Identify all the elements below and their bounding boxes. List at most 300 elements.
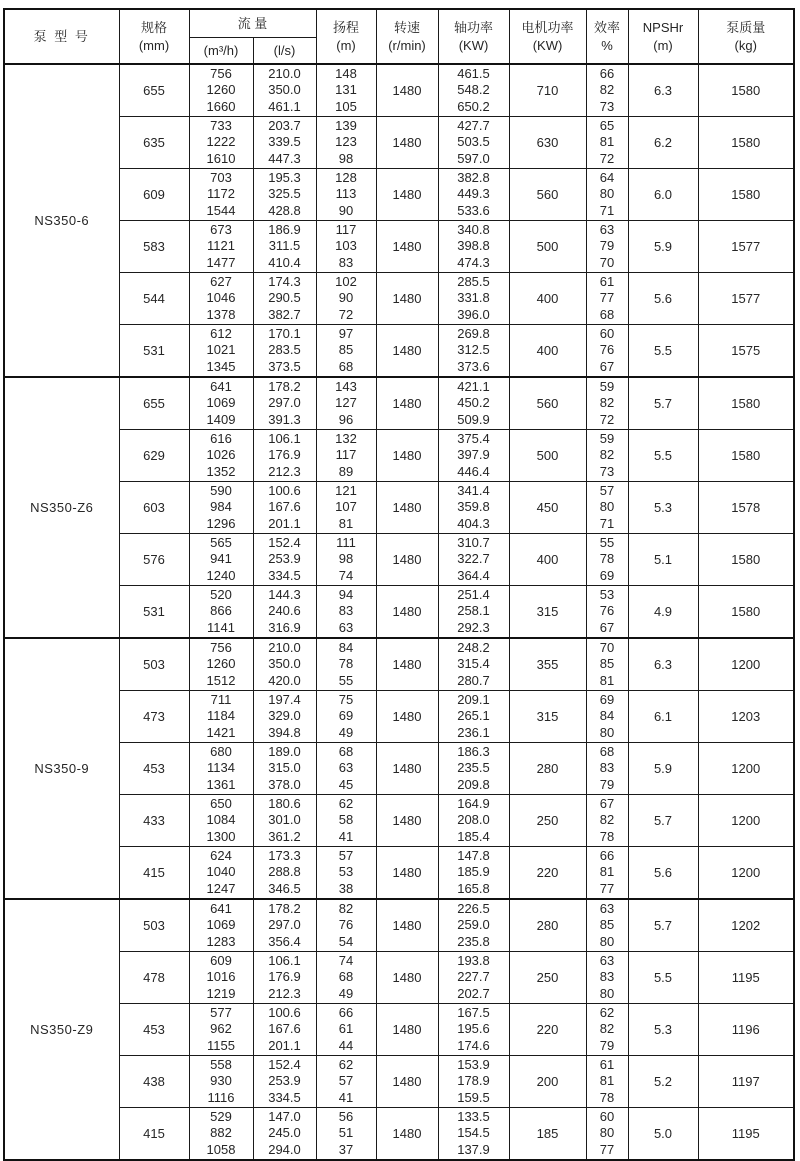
speed-cell: 1480 xyxy=(376,1004,438,1056)
efficiency-cell-value: 84 xyxy=(599,708,615,724)
table-row xyxy=(4,221,794,273)
head-cell xyxy=(316,743,376,795)
flow-ls-cell-value: 290.5 xyxy=(268,290,301,306)
flow-ls-cell-value: 173.3 xyxy=(268,847,301,863)
efficiency-cell-value: 78 xyxy=(599,828,615,844)
head-cell-value: 97 xyxy=(338,325,354,341)
flow-m3h-cell-value: 1116 xyxy=(207,1089,235,1105)
flow-m3h-cell-value: 1378 xyxy=(206,306,236,322)
shaft-power-cell-value: 208.0 xyxy=(457,812,490,828)
shaft-power-cell-value: 202.7 xyxy=(457,985,490,1001)
shaft-power-cell-value: 315.4 xyxy=(457,656,490,672)
speed-cell: 1480 xyxy=(376,691,438,743)
flow-ls-cell-value: 152.4 xyxy=(268,534,301,550)
flow-m3h-cell xyxy=(189,1004,253,1056)
mass-cell: 1196 xyxy=(698,1004,794,1056)
flow-ls-cell-value: 176.9 xyxy=(268,447,301,463)
flow-ls-cell-value: 106.1 xyxy=(268,952,301,968)
efficiency-cell xyxy=(586,586,628,639)
spec-cell: 503 xyxy=(119,638,189,691)
shaft-power-cell-value: 195.6 xyxy=(457,1021,490,1037)
flow-ls-cell xyxy=(253,64,316,117)
efficiency-cell-value: 60 xyxy=(599,325,615,341)
flow-m3h-cell-value: 1021 xyxy=(206,342,236,358)
shaft-power-cell xyxy=(438,1056,509,1108)
pump-model-cell: NS350-Z9 xyxy=(4,899,119,1160)
header-flow-ls: (l/s) xyxy=(253,38,316,65)
flow-ls-cell-value: 288.8 xyxy=(268,864,301,880)
mass-cell: 1577 xyxy=(698,273,794,325)
motor-power-cell: 400 xyxy=(509,534,586,586)
head-cell-value: 82 xyxy=(338,900,354,916)
flow-m3h-cell-value: 941 xyxy=(210,551,232,567)
head-cell-value: 105 xyxy=(335,98,357,114)
head-cell-value: 90 xyxy=(338,290,354,306)
flow-ls-cell-value: 152.4 xyxy=(268,1056,301,1072)
motor-power-cell: 315 xyxy=(509,586,586,639)
efficiency-cell xyxy=(586,691,628,743)
efficiency-cell-value: 80 xyxy=(599,1125,615,1141)
flow-m3h-cell xyxy=(189,534,253,586)
efficiency-cell-value: 60 xyxy=(599,1108,615,1124)
efficiency-cell-value: 71 xyxy=(599,202,615,218)
shaft-power-cell-value: 185.4 xyxy=(457,828,490,844)
npshr-cell: 6.0 xyxy=(628,169,698,221)
speed-cell: 1480 xyxy=(376,64,438,117)
efficiency-cell-value: 61 xyxy=(599,273,615,289)
mass-cell: 1200 xyxy=(698,743,794,795)
shaft-power-cell xyxy=(438,430,509,482)
npshr-cell: 6.2 xyxy=(628,117,698,169)
flow-ls-cell-value: 100.6 xyxy=(268,482,301,498)
speed-cell: 1480 xyxy=(376,117,438,169)
flow-ls-cell-value: 325.5 xyxy=(268,186,301,202)
shaft-power-cell xyxy=(438,795,509,847)
spec-cell: 453 xyxy=(119,1004,189,1056)
flow-m3h-cell-value: 962 xyxy=(210,1021,232,1037)
shaft-power-cell-value: 404.3 xyxy=(457,515,490,531)
flow-m3h-cell xyxy=(189,273,253,325)
flow-m3h-cell-value: 1512 xyxy=(206,672,236,688)
flow-m3h-cell-value: 558 xyxy=(210,1056,232,1072)
motor-power-cell: 280 xyxy=(509,899,586,952)
flow-m3h-cell-value: 520 xyxy=(210,586,232,602)
head-cell xyxy=(316,325,376,378)
shaft-power-cell-value: 312.5 xyxy=(457,342,490,358)
header-speed xyxy=(376,9,438,64)
head-cell-value: 45 xyxy=(338,776,354,792)
spec-cell: 438 xyxy=(119,1056,189,1108)
flow-ls-cell-value: 373.5 xyxy=(268,358,301,374)
speed-cell: 1480 xyxy=(376,1056,438,1108)
shaft-power-cell-value: 397.9 xyxy=(457,447,490,463)
efficiency-cell-value: 85 xyxy=(599,917,615,933)
spec-cell: 655 xyxy=(119,64,189,117)
efficiency-cell-value: 77 xyxy=(599,1141,615,1157)
shaft-power-cell-value: 265.1 xyxy=(457,708,490,724)
flow-ls-cell-value: 283.5 xyxy=(268,342,301,358)
shaft-power-cell-value: 153.9 xyxy=(457,1056,490,1072)
mass-cell: 1200 xyxy=(698,795,794,847)
flow-m3h-cell-value: 756 xyxy=(210,65,232,81)
header-shaft-power-unit: (KW) xyxy=(458,37,489,53)
efficiency-cell xyxy=(586,377,628,430)
flow-m3h-cell-value: 1421 xyxy=(206,724,236,740)
efficiency-cell xyxy=(586,534,628,586)
npshr-cell: 5.3 xyxy=(628,1004,698,1056)
efficiency-cell-value: 67 xyxy=(599,619,615,635)
head-cell xyxy=(316,169,376,221)
head-cell-value: 107 xyxy=(335,499,357,515)
flow-m3h-cell-value: 1219 xyxy=(206,985,236,1001)
table-row xyxy=(4,847,794,900)
npshr-cell: 5.6 xyxy=(628,847,698,900)
efficiency-cell-value: 64 xyxy=(599,169,615,185)
efficiency-cell-value: 53 xyxy=(599,586,615,602)
shaft-power-cell-value: 269.8 xyxy=(457,325,490,341)
mass-cell: 1580 xyxy=(698,534,794,586)
efficiency-cell xyxy=(586,1004,628,1056)
shaft-power-cell xyxy=(438,1004,509,1056)
flow-ls-cell xyxy=(253,952,316,1004)
flow-ls-cell xyxy=(253,430,316,482)
efficiency-cell-value: 69 xyxy=(599,567,615,583)
header-flow: 流 量 xyxy=(189,9,316,38)
shaft-power-cell-value: 164.9 xyxy=(457,795,490,811)
table-row xyxy=(4,1004,794,1056)
efficiency-cell-value: 81 xyxy=(599,134,615,150)
head-cell xyxy=(316,482,376,534)
shaft-power-cell-value: 461.5 xyxy=(457,65,490,81)
flow-ls-cell xyxy=(253,795,316,847)
flow-ls-cell xyxy=(253,847,316,900)
mass-cell: 1575 xyxy=(698,325,794,378)
flow-ls-cell-value: 361.2 xyxy=(268,828,301,844)
flow-m3h-cell xyxy=(189,430,253,482)
head-cell-value: 68 xyxy=(338,743,354,759)
spec-cell: 473 xyxy=(119,691,189,743)
npshr-cell: 5.6 xyxy=(628,273,698,325)
table-row xyxy=(4,1108,794,1161)
npshr-cell: 5.0 xyxy=(628,1108,698,1161)
flow-ls-cell xyxy=(253,325,316,378)
head-cell-value: 78 xyxy=(338,656,354,672)
flow-m3h-cell-value: 641 xyxy=(210,378,232,394)
motor-power-cell: 355 xyxy=(509,638,586,691)
spec-cell: 603 xyxy=(119,482,189,534)
efficiency-cell-value: 82 xyxy=(599,812,615,828)
efficiency-cell-value: 76 xyxy=(599,603,615,619)
efficiency-cell-value: 61 xyxy=(599,1056,615,1072)
motor-power-cell: 400 xyxy=(509,273,586,325)
flow-ls-cell-value: 212.3 xyxy=(268,985,301,1001)
flow-m3h-cell-value: 1544 xyxy=(206,202,236,218)
shaft-power-cell-value: 310.7 xyxy=(457,534,490,550)
npshr-cell: 5.3 xyxy=(628,482,698,534)
shaft-power-cell-value: 137.9 xyxy=(457,1141,490,1157)
efficiency-cell xyxy=(586,482,628,534)
table-row xyxy=(4,273,794,325)
head-cell xyxy=(316,221,376,273)
flow-ls-cell-value: 210.0 xyxy=(268,639,301,655)
shaft-power-cell-value: 209.1 xyxy=(457,691,490,707)
flow-m3h-cell-value: 1155 xyxy=(207,1037,235,1053)
flow-m3h-cell-value: 1260 xyxy=(206,82,236,98)
flow-m3h-cell-value: 1240 xyxy=(206,567,236,583)
flow-ls-cell-value: 174.3 xyxy=(268,273,301,289)
head-cell xyxy=(316,691,376,743)
flow-m3h-cell-value: 1660 xyxy=(206,98,236,114)
flow-m3h-cell-value: 1345 xyxy=(206,358,236,374)
speed-cell: 1480 xyxy=(376,638,438,691)
flow-ls-cell-value: 311.5 xyxy=(268,238,301,254)
efficiency-cell-value: 80 xyxy=(599,933,615,949)
flow-m3h-cell-value: 627 xyxy=(210,273,232,289)
npshr-cell: 5.7 xyxy=(628,377,698,430)
mass-cell: 1195 xyxy=(698,1108,794,1161)
table-row xyxy=(4,795,794,847)
npshr-cell: 5.9 xyxy=(628,221,698,273)
head-cell-value: 132 xyxy=(335,430,357,446)
motor-power-cell: 450 xyxy=(509,482,586,534)
speed-cell: 1480 xyxy=(376,430,438,482)
efficiency-cell-value: 76 xyxy=(599,342,615,358)
head-cell xyxy=(316,273,376,325)
flow-m3h-cell-value: 1300 xyxy=(206,828,236,844)
shaft-power-cell xyxy=(438,638,509,691)
motor-power-cell: 280 xyxy=(509,743,586,795)
efficiency-cell xyxy=(586,64,628,117)
head-cell xyxy=(316,952,376,1004)
head-cell-value: 102 xyxy=(335,273,357,289)
flow-m3h-cell-value: 1016 xyxy=(206,969,236,985)
head-cell-value: 74 xyxy=(338,952,354,968)
table-row xyxy=(4,169,794,221)
efficiency-cell xyxy=(586,1056,628,1108)
spec-cell: 576 xyxy=(119,534,189,586)
header-mass-label: 泵质量 xyxy=(726,19,766,35)
efficiency-cell xyxy=(586,899,628,952)
flow-ls-cell xyxy=(253,534,316,586)
shaft-power-cell-value: 258.1 xyxy=(457,603,490,619)
npshr-cell: 6.1 xyxy=(628,691,698,743)
efficiency-cell-value: 83 xyxy=(599,760,615,776)
motor-power-cell: 200 xyxy=(509,1056,586,1108)
flow-m3h-cell xyxy=(189,1108,253,1161)
shaft-power-cell xyxy=(438,586,509,639)
mass-cell: 1580 xyxy=(698,117,794,169)
flow-m3h-cell xyxy=(189,377,253,430)
shaft-power-cell-value: 235.8 xyxy=(457,933,490,949)
motor-power-cell: 630 xyxy=(509,117,586,169)
flow-ls-cell-value: 212.3 xyxy=(268,463,301,479)
motor-power-cell: 250 xyxy=(509,952,586,1004)
header-npshr-label: NPSHr xyxy=(642,19,684,35)
shaft-power-cell-value: 248.2 xyxy=(457,639,490,655)
header-npshr xyxy=(628,9,698,64)
shaft-power-cell xyxy=(438,117,509,169)
motor-power-cell: 315 xyxy=(509,691,586,743)
spec-cell: 544 xyxy=(119,273,189,325)
head-cell-value: 49 xyxy=(338,985,354,1001)
header-pump-model: 泵 型 号 xyxy=(4,9,119,64)
head-cell-value: 76 xyxy=(338,917,354,933)
flow-ls-cell-value: 253.9 xyxy=(268,551,301,567)
flow-m3h-cell-value: 1069 xyxy=(206,917,236,933)
efficiency-cell-value: 80 xyxy=(599,499,615,515)
flow-ls-cell-value: 167.6 xyxy=(268,1021,301,1037)
flow-ls-cell-value: 167.6 xyxy=(268,499,301,515)
flow-m3h-cell-value: 590 xyxy=(210,482,232,498)
efficiency-cell xyxy=(586,795,628,847)
head-cell-value: 131 xyxy=(335,82,357,98)
table-row xyxy=(4,64,794,117)
flow-m3h-cell-value: 529 xyxy=(210,1108,232,1124)
flow-ls-cell-value: 334.5 xyxy=(268,1089,301,1105)
efficiency-cell-value: 59 xyxy=(599,430,615,446)
header-efficiency xyxy=(586,9,628,64)
shaft-power-cell-value: 509.9 xyxy=(457,411,490,427)
header-spec xyxy=(119,9,189,64)
speed-cell: 1480 xyxy=(376,377,438,430)
efficiency-cell-value: 63 xyxy=(599,900,615,916)
head-cell-value: 62 xyxy=(338,795,354,811)
head-cell-value: 63 xyxy=(338,760,354,776)
speed-cell: 1480 xyxy=(376,899,438,952)
shaft-power-cell-value: 650.2 xyxy=(457,98,490,114)
mass-cell: 1577 xyxy=(698,221,794,273)
header-motor-power xyxy=(509,9,586,64)
mass-cell: 1200 xyxy=(698,847,794,900)
head-cell xyxy=(316,847,376,900)
efficiency-cell-value: 72 xyxy=(599,411,615,427)
flow-m3h-cell-value: 1247 xyxy=(206,880,236,896)
efficiency-cell-value: 67 xyxy=(599,358,615,374)
shaft-power-cell-value: 548.2 xyxy=(457,82,490,98)
flow-ls-cell-value: 346.5 xyxy=(268,880,301,896)
shaft-power-cell-value: 251.4 xyxy=(457,586,490,602)
head-cell-value: 111 xyxy=(336,534,356,550)
spec-cell: 629 xyxy=(119,430,189,482)
table-row xyxy=(4,377,794,430)
flow-ls-cell-value: 189.0 xyxy=(268,743,301,759)
flow-ls-cell-value: 176.9 xyxy=(268,969,301,985)
flow-ls-cell xyxy=(253,638,316,691)
spec-cell: 635 xyxy=(119,117,189,169)
shaft-power-cell-value: 235.5 xyxy=(457,760,490,776)
speed-cell: 1480 xyxy=(376,273,438,325)
speed-cell: 1480 xyxy=(376,795,438,847)
head-cell xyxy=(316,638,376,691)
shaft-power-cell-value: 396.0 xyxy=(457,306,490,322)
npshr-cell: 5.9 xyxy=(628,743,698,795)
flow-ls-cell-value: 378.0 xyxy=(268,776,301,792)
header-motor-power-label: 电机功率 xyxy=(521,19,574,35)
motor-power-cell: 185 xyxy=(509,1108,586,1161)
table-row xyxy=(4,743,794,795)
shaft-power-cell-value: 159.5 xyxy=(457,1089,490,1105)
flow-ls-cell-value: 315.0 xyxy=(268,760,301,776)
head-cell-value: 113 xyxy=(335,186,357,202)
efficiency-cell-value: 77 xyxy=(599,290,615,306)
head-cell xyxy=(316,534,376,586)
flow-ls-cell-value: 100.6 xyxy=(268,1004,301,1020)
flow-m3h-cell-value: 1134 xyxy=(207,760,235,776)
flow-m3h-cell-value: 609 xyxy=(210,952,232,968)
mass-cell: 1200 xyxy=(698,638,794,691)
head-cell-value: 68 xyxy=(338,358,354,374)
flow-ls-cell-value: 240.6 xyxy=(268,603,301,619)
speed-cell: 1480 xyxy=(376,169,438,221)
efficiency-cell-value: 68 xyxy=(599,743,615,759)
flow-m3h-cell xyxy=(189,64,253,117)
flow-ls-cell-value: 186.9 xyxy=(268,221,301,237)
shaft-power-cell-value: 364.4 xyxy=(457,567,490,583)
flow-m3h-cell xyxy=(189,482,253,534)
table-row xyxy=(4,430,794,482)
flow-m3h-cell-value: 612 xyxy=(210,325,232,341)
flow-m3h-cell-value: 1069 xyxy=(206,395,236,411)
npshr-cell: 4.9 xyxy=(628,586,698,639)
efficiency-cell-value: 72 xyxy=(599,150,615,166)
flow-m3h-cell-value: 703 xyxy=(210,169,232,185)
flow-m3h-cell-value: 1361 xyxy=(206,776,236,792)
efficiency-cell-value: 67 xyxy=(599,795,615,811)
head-cell xyxy=(316,1004,376,1056)
head-cell-value: 139 xyxy=(335,117,357,133)
spec-cell: 655 xyxy=(119,377,189,430)
mass-cell: 1580 xyxy=(698,169,794,221)
shaft-power-cell xyxy=(438,221,509,273)
flow-m3h-cell-value: 1172 xyxy=(207,186,235,202)
head-cell-value: 84 xyxy=(338,639,354,655)
header-spec-unit: (mm) xyxy=(138,37,170,53)
shaft-power-cell-value: 259.0 xyxy=(457,917,490,933)
header-shaft-power-label: 轴功率 xyxy=(453,19,493,35)
shaft-power-cell-value: 226.5 xyxy=(457,900,490,916)
flow-ls-cell xyxy=(253,1056,316,1108)
shaft-power-cell-value: 174.6 xyxy=(457,1037,490,1053)
flow-m3h-cell xyxy=(189,743,253,795)
shaft-power-cell xyxy=(438,169,509,221)
head-cell-value: 58 xyxy=(338,812,354,828)
flow-ls-cell-value: 410.4 xyxy=(268,254,301,270)
head-cell-value: 66 xyxy=(338,1004,354,1020)
shaft-power-cell-value: 209.8 xyxy=(457,776,490,792)
mass-cell: 1203 xyxy=(698,691,794,743)
shaft-power-cell-value: 359.8 xyxy=(457,499,490,515)
head-cell-value: 69 xyxy=(338,708,354,724)
efficiency-cell-value: 80 xyxy=(599,724,615,740)
head-cell xyxy=(316,795,376,847)
flow-ls-cell-value: 294.0 xyxy=(268,1141,301,1157)
npshr-cell: 5.5 xyxy=(628,325,698,378)
head-cell-value: 61 xyxy=(338,1021,354,1037)
flow-m3h-cell-value: 1058 xyxy=(206,1141,236,1157)
npshr-cell: 5.7 xyxy=(628,899,698,952)
spec-cell: 415 xyxy=(119,1108,189,1161)
npshr-cell: 5.7 xyxy=(628,795,698,847)
efficiency-cell xyxy=(586,1108,628,1161)
efficiency-cell xyxy=(586,221,628,273)
speed-cell: 1480 xyxy=(376,482,438,534)
efficiency-cell-value: 63 xyxy=(599,221,615,237)
npshr-cell: 6.3 xyxy=(628,64,698,117)
head-cell-value: 44 xyxy=(338,1037,354,1053)
flow-m3h-cell-value: 882 xyxy=(210,1125,232,1141)
flow-m3h-cell xyxy=(189,169,253,221)
flow-ls-cell xyxy=(253,482,316,534)
